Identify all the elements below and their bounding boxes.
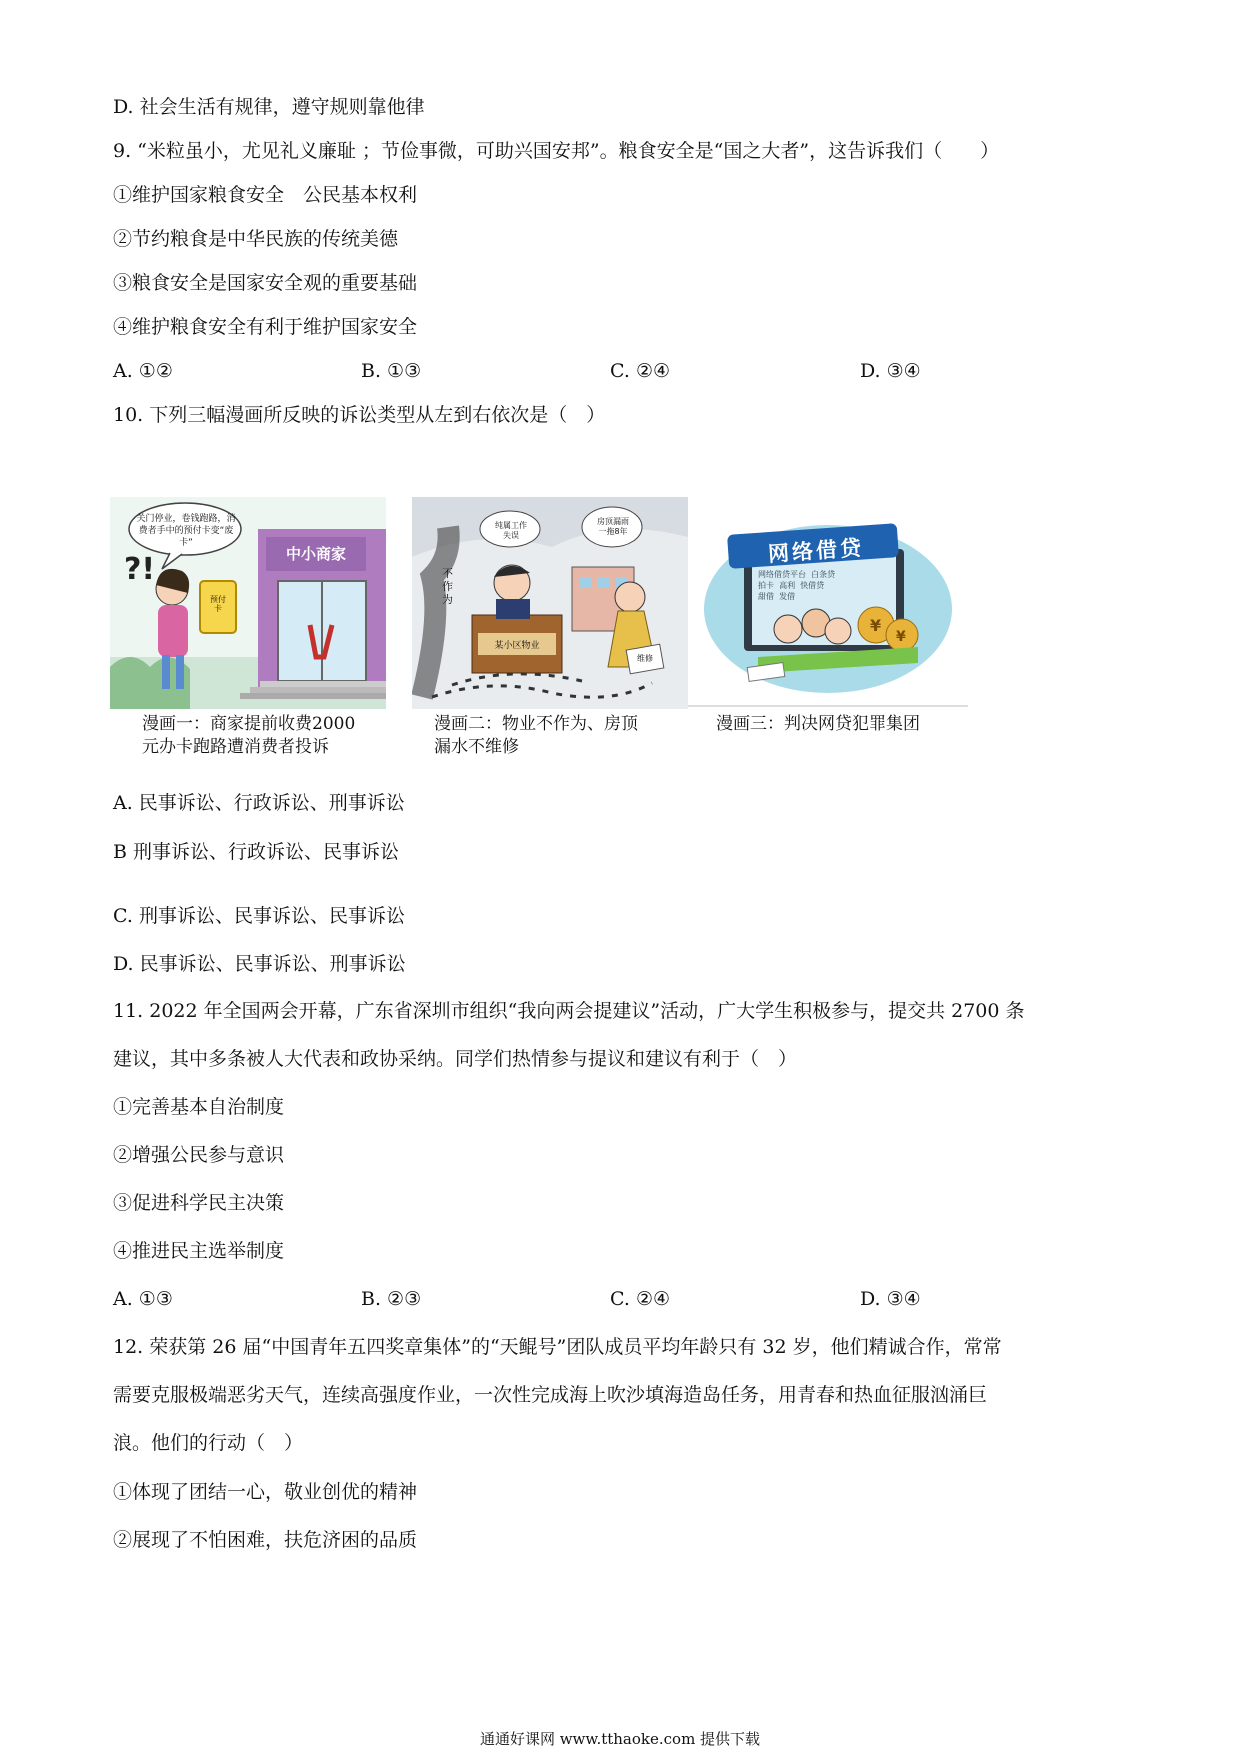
cartoon-one-bubble: 关门停业，卷钱跑路，消费者手中的预付卡变“废卡” [136,514,236,548]
q9-option-d: D. ③④ [860,360,921,382]
q9-stem: 9. “米粒虽小，尤见礼义廉耻 ；节俭事微，可助兴国安邦”。粮食安全是“国之大者”，这告诉我们（ ） [113,140,1000,162]
shop-sign: 中小商家 [285,545,347,563]
q9-item-1: ①维护国家粮食安全 公民基本权利 [113,184,418,206]
cartoon-two-caption-2: 漏水不维修 [434,737,519,757]
q11-item-1: ①完善基本自治制度 [113,1096,285,1118]
screen-line: 快借贷 [800,581,825,590]
q11-stem-line-2: 建议，其中多条被人大代表和政协采纳。同学们热情参与提议和建议有利于（ ） [113,1048,798,1070]
q11-options [113,1286,1013,1312]
q10-stem: 10. 下列三幅漫画所反映的诉讼类型从左到右依次是（ ） [113,404,606,426]
cartoon-three-screen [758,569,894,602]
q9-options [113,358,1013,384]
cartoon-two [412,497,688,709]
cartoon-two-desk-label: 某小区物业 [494,641,540,651]
q12-stem-line-3: 浪。他们的行动（ ） [113,1432,304,1454]
prepaid-card-label: 预付卡 [210,595,226,613]
q11-item-3: ③促进科学民主决策 [113,1192,285,1214]
cartoon-two-smoke-label: 不作为 [442,567,453,606]
q10-option-a: A. 民事诉讼、行政诉讼、刑事诉讼 [113,792,405,814]
q9-item-2: ②节约粮食是中华民族的传统美德 [113,228,399,250]
q9-option-c: C. ②④ [610,360,671,382]
q9-item-4: ④维护粮食安全有利于维护国家安全 [113,316,418,338]
cartoon-three-banner: 网络借贷 [767,535,865,567]
cartoon-two-bubble-left: 纯属工作失误 [495,521,527,540]
screen-line: 甜借 [758,592,774,601]
svg-text:¥: ¥ [896,629,906,645]
q10-option-d: D. 民事诉讼、民事诉讼、刑事诉讼 [113,953,406,975]
screen-line: 发借 [779,592,796,601]
cartoon-three-caption: 漫画三：判决网贷犯罪集团 [716,714,920,734]
q11-item-2: ②增强公民参与意识 [113,1144,285,1166]
screen-line: 拍卡 [758,581,774,590]
q10-option-c: C. 刑事诉讼、民事诉讼、民事诉讼 [113,905,405,927]
q12-item-2: ②展现了不怕困难，扶危济困的品质 [113,1529,418,1551]
cartoon-three-illustration [688,497,968,709]
q10-option-b: B 刑事诉讼、行政诉讼、民事诉讼 [113,841,400,863]
q11-option-c: C. ②④ [610,1288,671,1310]
q11-option-b: B. ②③ [361,1288,422,1310]
cartoon-three [688,497,968,709]
svg-text:?!: ?! [124,552,156,587]
q9-option-a: A. ①② [113,360,173,382]
cartoon-one [110,497,386,709]
svg-text:¥: ¥ [870,616,882,635]
page-footer: 通通好课网 www.tthaoke.com 提供下载 [479,1730,761,1748]
q11-item-4: ④推进民主选举制度 [113,1240,285,1262]
cartoon-one-caption-2: 元办卡跑路遭消费者投诉 [142,737,329,757]
cartoon-one-caption-1: 漫画一：商家提前收费2000 [142,714,356,734]
cartoon-two-bubble-right: 房顶漏雨一拖8年 [597,517,629,536]
q9-option-b: B. ①③ [361,360,422,382]
screen-line: 网络借贷平台 [758,570,806,579]
q12-stem-line-1: 12. 荣获第 26 届“中国青年五四奖章集体”的“天鲲号”团队成员平均年龄只有 32 岁，他们精诚合作，常常 [113,1336,1002,1358]
screen-line: 白条贷 [811,570,836,579]
cartoon-two-caption-1: 漫画二：物业不作为、房顶 [434,714,638,734]
q12-stem-line-2: 需要克服极端恶劣天气，连续高强度作业，一次性完成海上吹沙填海造岛任务，用青春和热血征服汹涌巨 [113,1384,988,1406]
q9-item-3: ③粮食安全是国家安全观的重要基础 [113,272,418,294]
q12-item-1: ①体现了团结一心，敬业创优的精神 [113,1481,418,1503]
q11-option-d: D. ③④ [860,1288,921,1310]
screen-line: 高利 [779,581,796,590]
q11-stem-line-1: 11. 2022 年全国两会开幕，广东省深圳市组织“我向两会提建议”活动，广大学生积极参与，提交共 2700 条 [113,1000,1025,1022]
cartoon-two-paper-label: 维修 [637,654,653,663]
q8-option-d: D. 社会生活有规律，遵守规则靠他律 [113,96,425,118]
q11-option-a: A. ①③ [113,1288,173,1310]
